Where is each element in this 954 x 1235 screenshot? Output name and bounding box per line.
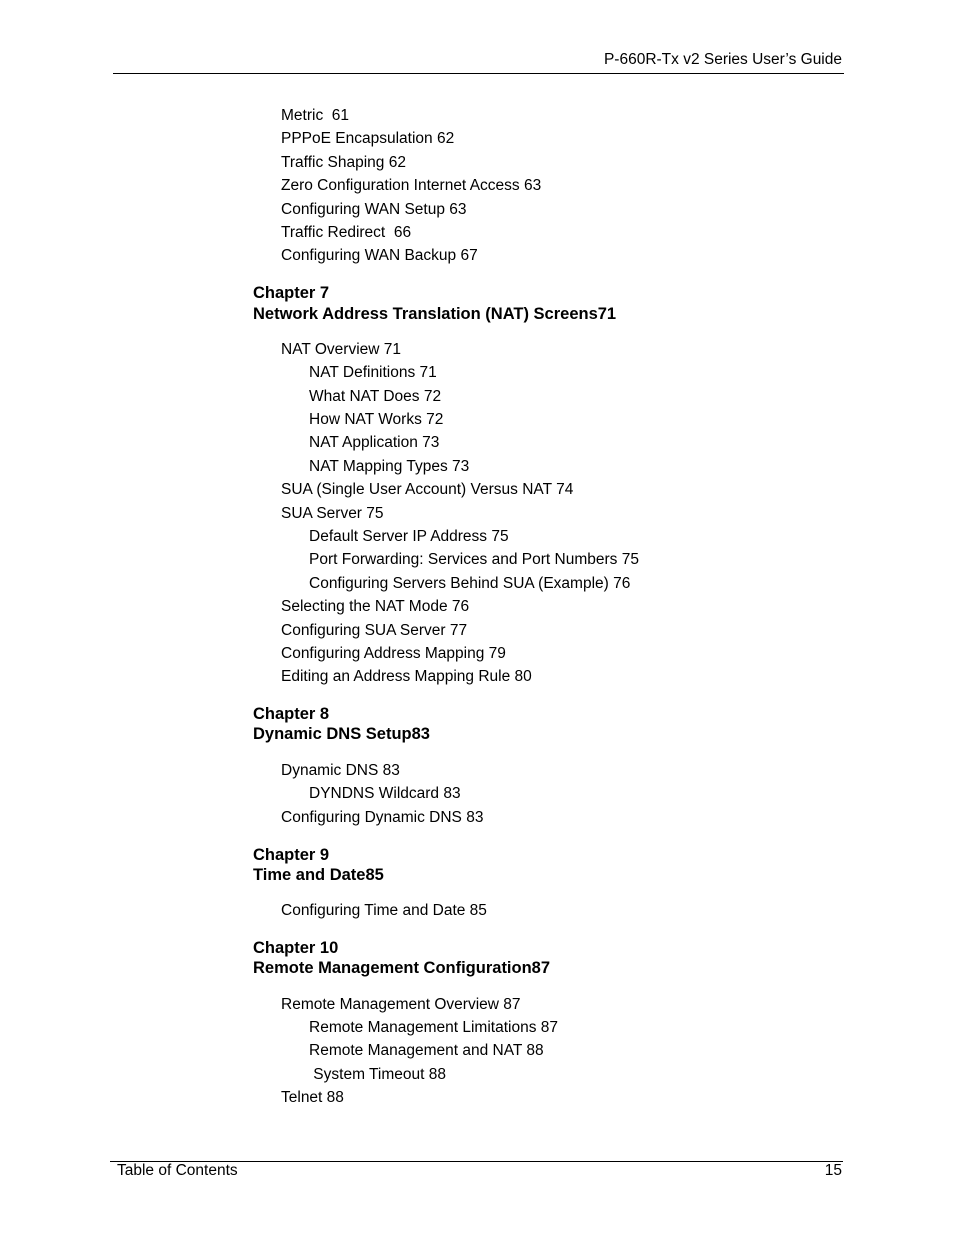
toc-entry[interactable]: Metric 61 [281,107,350,124]
toc-entry[interactable]: Configuring WAN Backup 67 [281,247,478,264]
toc-entry[interactable]: Selecting the NAT Mode 76 [281,598,470,615]
toc-entry[interactable]: Dynamic DNS 83 [281,762,400,779]
toc-entry[interactable]: SUA (Single User Account) Versus NAT 74 [281,481,574,498]
toc-entry[interactable]: Traffic Shaping 62 [281,154,406,171]
document-title: P-660R-Tx v2 Series User’s Guide [603,51,842,68]
toc-subentry[interactable]: What NAT Does 72 [309,388,442,405]
toc-subentry[interactable]: NAT Mapping Types 73 [309,458,470,475]
toc-entry[interactable]: Remote Management Overview 87 [281,996,521,1013]
toc-subentry[interactable]: Default Server IP Address 75 [309,528,509,545]
toc-entry[interactable]: Telnet 88 [281,1089,344,1106]
toc-subentry[interactable]: NAT Application 73 [309,434,440,451]
toc-subentry[interactable]: Configuring Servers Behind SUA (Example) 76 [309,575,631,592]
toc-entry[interactable]: SUA Server 75 [281,505,384,522]
footer-section-name: Table of Contents [117,1162,238,1179]
page-number: 15 [824,1162,842,1179]
toc-entry[interactable]: Configuring Dynamic DNS 83 [281,809,484,826]
toc-subentry[interactable]: Remote Management and NAT 88 [309,1042,544,1059]
toc-entry[interactable]: PPPoE Encapsulation 62 [281,130,455,147]
chapter-label: Chapter 7 [253,284,330,302]
toc-subentry[interactable]: DYNDNS Wildcard 83 [309,785,461,802]
chapter-label: Chapter 8 [253,705,330,723]
toc-subentry[interactable]: Remote Management Limitations 87 [309,1019,558,1036]
toc-entry[interactable]: Configuring SUA Server 77 [281,622,468,639]
toc-subentry[interactable]: System Timeout 88 [309,1066,446,1083]
chapter-title[interactable]: Remote Management Configuration87 [253,959,551,977]
toc-entry[interactable]: Configuring Address Mapping 79 [281,645,506,662]
header-divider [113,73,844,74]
toc-subentry[interactable]: How NAT Works 72 [309,411,444,428]
chapter-title[interactable]: Network Address Translation (NAT) Screens71 [253,305,617,323]
toc-entry[interactable]: Traffic Redirect 66 [281,224,412,241]
toc-entry[interactable]: Configuring WAN Setup 63 [281,201,467,218]
chapter-title[interactable]: Time and Date85 [253,866,384,884]
chapter-label: Chapter 10 [253,939,339,957]
toc-entry[interactable]: NAT Overview 71 [281,341,402,358]
toc-entry[interactable]: Configuring Time and Date 85 [281,902,487,919]
chapter-label: Chapter 9 [253,846,330,864]
toc-entry[interactable]: Zero Configuration Internet Access 63 [281,177,542,194]
chapter-title[interactable]: Dynamic DNS Setup83 [253,725,430,743]
toc-entry[interactable]: Editing an Address Mapping Rule 80 [281,668,532,685]
toc-subentry[interactable]: Port Forwarding: Services and Port Numbers 75 [309,551,639,568]
toc-subentry[interactable]: NAT Definitions 71 [309,364,437,381]
